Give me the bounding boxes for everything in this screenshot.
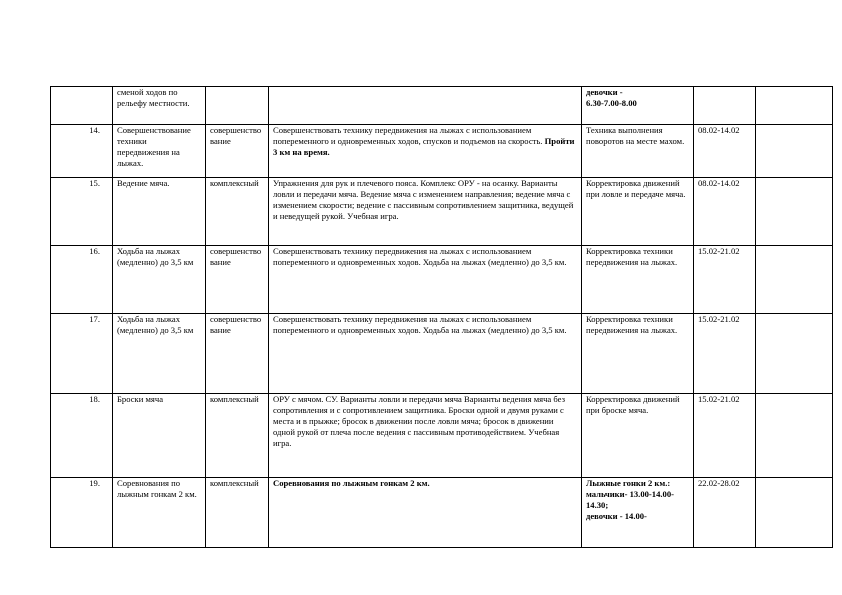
control-line: девочки - 14.00- [586, 510, 647, 521]
lesson-content-cell [269, 87, 582, 125]
table-row [51, 87, 833, 125]
lesson-extra-cell [756, 314, 833, 394]
lesson-control-cell [582, 125, 694, 178]
control-line: Техника выполнения поворотов на месте махом. [586, 125, 685, 146]
lesson-content-cell [269, 178, 582, 246]
lesson-topic-cell: Ходьба на лыжах (медленно) до 3,5 км [113, 314, 206, 394]
lesson-topic-cell: Совершенствование техники передвижения на лыжах. [113, 125, 206, 178]
lesson-date-cell: 15.02-21.02 [694, 394, 756, 478]
table-row [51, 125, 833, 178]
lesson-content-text: ОРУ с мячом. СУ. Варианты ловли и передачи мяча Варианты ведения мяча без сопротивления и с сопротивлением защитника. Броски одной и двумя руками с места и в прыжке; бросок в движении после ловли мяча; бросок в движении одной рукой от плеча после ведения с пассивным противодействием. Учебная игра. [273, 394, 565, 448]
lesson-content-highlight: Пройти 3 км на время. [273, 135, 575, 157]
lesson-content-cell [269, 478, 582, 548]
table-row [51, 246, 833, 314]
control-line: Корректировка техники передвижения на лыжах. [586, 314, 678, 335]
control-line: 6.30-7.00-8.00 [586, 97, 637, 108]
lesson-type-cell: комплексный [206, 394, 269, 478]
table-row [51, 314, 833, 394]
lesson-date-cell [694, 87, 756, 125]
lesson-number-cell: 19. [51, 478, 113, 548]
lesson-extra-cell [756, 178, 833, 246]
control-line: Корректировка техники передвижения на лыжах. [586, 246, 678, 267]
control-line: Корректировка движений при ловле и передаче мяча. [586, 178, 686, 199]
lesson-control-cell [582, 178, 694, 246]
lesson-control-cell [582, 246, 694, 314]
lesson-type-cell [206, 87, 269, 125]
lesson-date-cell: 22.02-28.02 [694, 478, 756, 548]
lesson-type-cell: совершенствование [206, 314, 269, 394]
control-line: Лыжные гонки 2 км.: [586, 478, 671, 488]
lesson-content-cell [269, 246, 582, 314]
lesson-content-text: Совершенствовать технику передвижения на лыжах с использованием попеременного и одновременных ходов. Ходьба на лыжах (медленно) до 3,5 км. [273, 246, 567, 267]
lesson-type-cell: совершенствование [206, 125, 269, 178]
table-row [51, 478, 833, 548]
lesson-extra-cell [756, 394, 833, 478]
table-body [51, 87, 833, 548]
table-row [51, 394, 833, 478]
lesson-extra-cell [756, 87, 833, 125]
lesson-number-cell: 15. [51, 178, 113, 246]
lesson-plan-table [50, 86, 833, 548]
lesson-number-cell: 14. [51, 125, 113, 178]
lesson-content-text: Совершенствовать технику передвижения на лыжах с использованием попеременного и одновременных ходов. Ходьба на лыжах (медленно) до 3,5 км. [273, 314, 567, 335]
lesson-control-cell [582, 478, 694, 548]
lesson-topic-cell: Ходьба на лыжах (медленно) до 3,5 км [113, 246, 206, 314]
lesson-topic-cell: Соревнования по лыжным гонкам 2 км. [113, 478, 206, 548]
lesson-extra-cell [756, 125, 833, 178]
lesson-extra-cell [756, 246, 833, 314]
lesson-date-cell: 08.02-14.02 [694, 125, 756, 178]
lesson-date-cell: 15.02-21.02 [694, 246, 756, 314]
control-line: девочки - [586, 87, 623, 97]
lesson-date-cell: 08.02-14.02 [694, 178, 756, 246]
control-line: Корректировка движений при броске мяча. [586, 394, 680, 415]
control-line: мальчики- 13.00-14.00-14.30; [586, 488, 674, 510]
lesson-number-cell: 16. [51, 246, 113, 314]
lesson-extra-cell [756, 478, 833, 548]
lesson-control-cell [582, 394, 694, 478]
lesson-topic-cell: Ведение мяча. [113, 178, 206, 246]
lesson-topic-cell: Броски мяча [113, 394, 206, 478]
lesson-content-highlight: Соревнования по лыжным гонкам 2 км. [273, 478, 430, 488]
lesson-content-cell [269, 125, 582, 178]
lesson-control-cell [582, 87, 694, 125]
lesson-content-cell [269, 394, 582, 478]
lesson-topic-cell: сменой ходов по рельефу местности. [113, 87, 206, 125]
lesson-date-cell: 15.02-21.02 [694, 314, 756, 394]
lesson-number-cell: 18. [51, 394, 113, 478]
lesson-content-text: Упражнения для рук и плечевого пояса. Комплекс ОРУ - на осанку. Варианты ловли и передачи мяча. Ведение мяча с изменением направления; ведение мяча с изменением скорости; ведение с пассивным сопротивлением защитника, ведущей и неведущей рукой. Учебная игра. [273, 178, 574, 221]
lesson-type-cell: комплексный [206, 478, 269, 548]
lesson-control-cell [582, 314, 694, 394]
lesson-number-cell [51, 87, 113, 125]
lesson-content-text: Совершенствовать технику передвижения на лыжах с использованием попеременного и одновременных ходов, спусков и подъемов на скорость. [273, 125, 543, 146]
lesson-type-cell: совершенствование [206, 246, 269, 314]
lesson-number-cell: 17. [51, 314, 113, 394]
lesson-type-cell: комплексный [206, 178, 269, 246]
table-row [51, 178, 833, 246]
lesson-content-cell [269, 314, 582, 394]
